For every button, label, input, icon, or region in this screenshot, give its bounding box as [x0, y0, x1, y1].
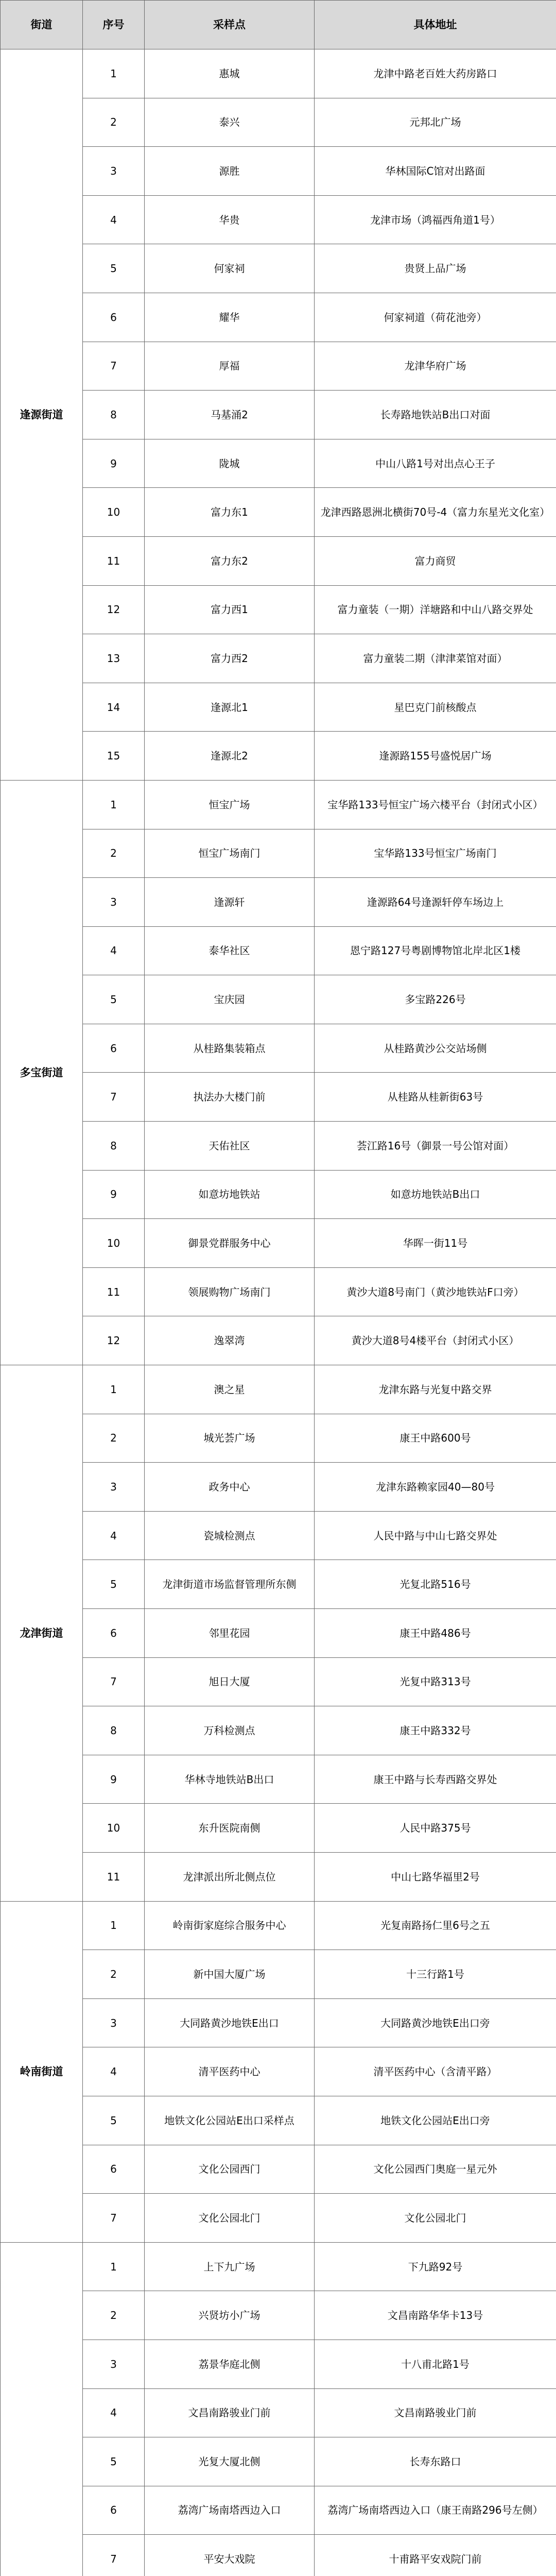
row-number-cell: 2	[83, 98, 145, 147]
table-body	[1, 49, 556, 2576]
site-cell: 惠城	[145, 49, 315, 98]
site-cell: 城光荟广场	[145, 1414, 315, 1463]
address-cell: 十三行路1号	[315, 1950, 556, 1999]
row-number-cell: 10	[83, 1804, 145, 1853]
address-cell: 逢源路155号盛悦居广场	[315, 732, 556, 781]
site-cell: 逢源北2	[145, 732, 315, 781]
site-cell: 东升医院南侧	[145, 1804, 315, 1853]
site-cell: 华林寺地铁站B出口	[145, 1755, 315, 1804]
table-row	[1, 1463, 556, 1512]
table-row	[1, 147, 556, 196]
row-number-cell: 2	[83, 1950, 145, 1999]
row-number-cell: 9	[83, 1170, 145, 1219]
table-row	[1, 1560, 556, 1609]
header-row	[1, 1, 556, 49]
address-cell: 龙津市场（鸿福西角道1号）	[315, 195, 556, 244]
table-row	[1, 1950, 556, 1999]
row-number-cell: 3	[83, 2340, 145, 2388]
street-cell: 多宝街道	[1, 780, 83, 1365]
row-number-cell: 5	[83, 244, 145, 293]
address-cell: 元邦北广场	[315, 98, 556, 147]
site-cell: 大同路黄沙地铁E出口	[145, 1998, 315, 2047]
table-row	[1, 49, 556, 98]
table-row	[1, 293, 556, 342]
site-cell: 何家祠	[145, 244, 315, 293]
address-cell: 十八甫北路1号	[315, 2340, 556, 2388]
row-number-cell: 3	[83, 147, 145, 196]
address-cell: 龙津东路赖家园40—80号	[315, 1463, 556, 1512]
site-cell: 逸翠湾	[145, 1316, 315, 1365]
row-number-cell: 8	[83, 391, 145, 439]
address-cell: 光复中路313号	[315, 1657, 556, 1706]
table-row	[1, 98, 556, 147]
table-row	[1, 2388, 556, 2437]
row-number-cell: 3	[83, 1463, 145, 1512]
table-row	[1, 1316, 556, 1365]
site-cell: 宝庆园	[145, 975, 315, 1024]
row-number-cell: 7	[83, 2194, 145, 2243]
row-number-cell: 4	[83, 2388, 145, 2437]
table-row	[1, 195, 556, 244]
row-number-cell: 7	[83, 342, 145, 391]
address-cell: 龙津东路与光复中路交界	[315, 1365, 556, 1414]
table-row	[1, 829, 556, 878]
site-cell: 上下九广场	[145, 2242, 315, 2291]
address-cell: 文化公园北门	[315, 2194, 556, 2243]
row-number-cell: 6	[83, 1609, 145, 1658]
address-cell: 中山八路1号对出点心王子	[315, 439, 556, 488]
site-cell: 从桂路集装箱点	[145, 1024, 315, 1073]
site-cell: 陇城	[145, 439, 315, 488]
table-row	[1, 1998, 556, 2047]
table-row	[1, 488, 556, 537]
row-number-cell: 12	[83, 1316, 145, 1365]
table-row	[1, 585, 556, 634]
site-cell: 源胜	[145, 147, 315, 196]
site-cell: 逢源北1	[145, 683, 315, 732]
address-cell: 人民中路与中山七路交界处	[315, 1511, 556, 1560]
row-number-cell: 2	[83, 2291, 145, 2340]
site-cell: 文化公园西门	[145, 2145, 315, 2194]
table-row	[1, 1219, 556, 1268]
table-row	[1, 2486, 556, 2535]
site-cell: 荔景华庭北侧	[145, 2340, 315, 2388]
row-number-cell: 3	[83, 1998, 145, 2047]
address-cell: 文昌南路骏业门前	[315, 2388, 556, 2437]
row-number-cell: 1	[83, 49, 145, 98]
address-cell: 龙津西路恩洲北横街70号-4（富力东星光文化室）	[315, 488, 556, 537]
address-cell: 荔湾广场南塔西边入口（康王南路296号左侧）	[315, 2486, 556, 2535]
row-number-cell: 7	[83, 1657, 145, 1706]
site-cell: 富力东1	[145, 488, 315, 537]
row-number-cell: 7	[83, 1073, 145, 1122]
site-cell: 领展购物广场南门	[145, 1267, 315, 1316]
table-row	[1, 634, 556, 683]
table-row	[1, 1365, 556, 1414]
table-row	[1, 1414, 556, 1463]
address-cell: 龙津中路老百姓大药房路口	[315, 49, 556, 98]
row-number-cell: 1	[83, 1365, 145, 1414]
table-row	[1, 2340, 556, 2388]
table-row	[1, 975, 556, 1024]
header-site: 采样点	[145, 1, 315, 49]
address-cell: 康王中路与长寿西路交界处	[315, 1755, 556, 1804]
site-cell: 马基涌2	[145, 391, 315, 439]
address-cell: 黄沙大道8号4楼平台（封闭式小区）	[315, 1316, 556, 1365]
address-cell: 富力童装（一期）洋塘路和中山八路交界处	[315, 585, 556, 634]
site-cell: 恒宝广场	[145, 780, 315, 829]
row-number-cell: 6	[83, 1024, 145, 1073]
header-street: 街道	[1, 1, 83, 49]
site-cell: 富力西2	[145, 634, 315, 683]
address-cell: 华林国际C馆对出路面	[315, 147, 556, 196]
address-cell: 贵贤上品广场	[315, 244, 556, 293]
row-number-cell: 4	[83, 1511, 145, 1560]
table-row	[1, 244, 556, 293]
address-cell: 黄沙大道8号南门（黄沙地铁站F口旁）	[315, 1267, 556, 1316]
street-cell	[1, 2242, 83, 2576]
address-cell: 十甫路平安戏院门前	[315, 2535, 556, 2576]
table-row	[1, 1901, 556, 1950]
table-row	[1, 1073, 556, 1122]
address-cell: 光复北路516号	[315, 1560, 556, 1609]
site-cell: 文昌南路骏业门前	[145, 2388, 315, 2437]
address-cell: 多宝路226号	[315, 975, 556, 1024]
address-cell: 如意坊地铁站B出口	[315, 1170, 556, 1219]
site-cell: 邻里花园	[145, 1609, 315, 1658]
site-cell: 新中国大厦广场	[145, 1950, 315, 1999]
header-address: 具体地址	[315, 1, 556, 49]
table-row	[1, 1852, 556, 1901]
address-cell: 逢源路64号逢源轩停车场边上	[315, 878, 556, 927]
table-row	[1, 2096, 556, 2145]
address-cell: 地铁文化公园站E出口旁	[315, 2096, 556, 2145]
site-cell: 岭南街家庭综合服务中心	[145, 1901, 315, 1950]
address-cell: 清平医药中心（含清平路）	[315, 2047, 556, 2096]
address-cell: 富力商贸	[315, 536, 556, 585]
address-cell: 宝华路133号恒宝广场南门	[315, 829, 556, 878]
table-row	[1, 1267, 556, 1316]
table-row	[1, 878, 556, 927]
row-number-cell: 1	[83, 1901, 145, 1950]
address-cell: 荟江路16号（御景一号公馆对面）	[315, 1122, 556, 1171]
table-row	[1, 2291, 556, 2340]
row-number-cell: 2	[83, 1414, 145, 1463]
table-row	[1, 1122, 556, 1171]
row-number-cell: 8	[83, 1122, 145, 1171]
site-cell: 光复大厦北侧	[145, 2437, 315, 2486]
table-row	[1, 536, 556, 585]
site-cell: 兴贤坊小广场	[145, 2291, 315, 2340]
row-number-cell: 11	[83, 536, 145, 585]
row-number-cell: 5	[83, 2437, 145, 2486]
site-cell: 瓷城检测点	[145, 1511, 315, 1560]
table-header	[1, 1, 556, 49]
row-number-cell: 7	[83, 2535, 145, 2576]
row-number-cell: 4	[83, 2047, 145, 2096]
address-cell: 长寿路地铁站B出口对面	[315, 391, 556, 439]
address-cell: 康王中路332号	[315, 1706, 556, 1755]
row-number-cell: 8	[83, 1706, 145, 1755]
site-cell: 龙津街道市场监督管理所东侧	[145, 1560, 315, 1609]
site-cell: 华贵	[145, 195, 315, 244]
row-number-cell: 6	[83, 293, 145, 342]
row-number-cell: 11	[83, 1267, 145, 1316]
row-number-cell: 5	[83, 2096, 145, 2145]
row-number-cell: 15	[83, 732, 145, 781]
table-row	[1, 1511, 556, 1560]
site-cell: 澳之星	[145, 1365, 315, 1414]
address-cell: 文化公园西门奥庭一星元外	[315, 2145, 556, 2194]
row-number-cell: 3	[83, 878, 145, 927]
site-cell: 耀华	[145, 293, 315, 342]
address-cell: 从桂路黄沙公交站场侧	[315, 1024, 556, 1073]
address-cell: 何家祠道（荷花池旁）	[315, 293, 556, 342]
site-cell: 执法办大楼门前	[145, 1073, 315, 1122]
table-row	[1, 1170, 556, 1219]
site-cell: 龙津派出所北侧点位	[145, 1852, 315, 1901]
row-number-cell: 10	[83, 488, 145, 537]
row-number-cell: 11	[83, 1852, 145, 1901]
header-no: 序号	[83, 1, 145, 49]
address-cell: 康王中路600号	[315, 1414, 556, 1463]
site-cell: 荔湾广场南塔西边入口	[145, 2486, 315, 2535]
address-cell: 宝华路133号恒宝广场六楼平台（封闭式小区）	[315, 780, 556, 829]
table-row	[1, 2145, 556, 2194]
site-cell: 旭日大厦	[145, 1657, 315, 1706]
table-row	[1, 2437, 556, 2486]
site-cell: 如意坊地铁站	[145, 1170, 315, 1219]
address-cell: 富力童装二期（津津菜馆对面）	[315, 634, 556, 683]
row-number-cell: 4	[83, 926, 145, 975]
site-cell: 地铁文化公园站E出口采样点	[145, 2096, 315, 2145]
address-cell: 光复南路扬仁里6号之五	[315, 1901, 556, 1950]
row-number-cell: 1	[83, 780, 145, 829]
table-row	[1, 2242, 556, 2291]
address-cell: 中山七路华福里2号	[315, 1852, 556, 1901]
row-number-cell: 5	[83, 975, 145, 1024]
table-row	[1, 1755, 556, 1804]
site-cell: 恒宝广场南门	[145, 829, 315, 878]
address-cell: 下九路92号	[315, 2242, 556, 2291]
address-cell: 文昌南路华华卡13号	[315, 2291, 556, 2340]
table-row	[1, 1804, 556, 1853]
address-cell: 龙津华府广场	[315, 342, 556, 391]
table-row	[1, 780, 556, 829]
address-cell: 星巴克门前核酸点	[315, 683, 556, 732]
street-cell: 岭南街道	[1, 1901, 83, 2242]
site-cell: 政务中心	[145, 1463, 315, 1512]
table-row	[1, 732, 556, 781]
table-row	[1, 1609, 556, 1658]
address-cell: 华晖一街11号	[315, 1219, 556, 1268]
table-row	[1, 391, 556, 439]
address-cell: 从桂路从桂新街63号	[315, 1073, 556, 1122]
address-cell: 康王中路486号	[315, 1609, 556, 1658]
row-number-cell: 13	[83, 634, 145, 683]
table-row	[1, 342, 556, 391]
row-number-cell: 1	[83, 2242, 145, 2291]
site-cell: 天佑社区	[145, 1122, 315, 1171]
table-row	[1, 1024, 556, 1073]
table-row	[1, 1706, 556, 1755]
street-cell: 龙津街道	[1, 1365, 83, 1902]
address-cell: 长寿东路口	[315, 2437, 556, 2486]
table-row	[1, 926, 556, 975]
row-number-cell: 9	[83, 1755, 145, 1804]
site-cell: 平安大戏院	[145, 2535, 315, 2576]
site-cell: 清平医药中心	[145, 2047, 315, 2096]
site-cell: 泰华社区	[145, 926, 315, 975]
table-row	[1, 683, 556, 732]
row-number-cell: 10	[83, 1219, 145, 1268]
site-cell: 文化公园北门	[145, 2194, 315, 2243]
site-cell: 逢源轩	[145, 878, 315, 927]
table-row	[1, 2535, 556, 2576]
site-cell: 万科检测点	[145, 1706, 315, 1755]
site-cell: 御景党群服务中心	[145, 1219, 315, 1268]
row-number-cell: 14	[83, 683, 145, 732]
site-cell: 厚福	[145, 342, 315, 391]
row-number-cell: 9	[83, 439, 145, 488]
site-cell: 富力西1	[145, 585, 315, 634]
row-number-cell: 5	[83, 1560, 145, 1609]
table-row	[1, 439, 556, 488]
address-cell: 恩宁路127号粤剧博物馆北岸北区1楼	[315, 926, 556, 975]
row-number-cell: 4	[83, 195, 145, 244]
table-row	[1, 1657, 556, 1706]
site-cell: 泰兴	[145, 98, 315, 147]
site-cell: 富力东2	[145, 536, 315, 585]
address-cell: 人民中路375号	[315, 1804, 556, 1853]
table-row	[1, 2047, 556, 2096]
row-number-cell: 6	[83, 2486, 145, 2535]
address-cell: 大同路黄沙地铁E出口旁	[315, 1998, 556, 2047]
row-number-cell: 6	[83, 2145, 145, 2194]
row-number-cell: 2	[83, 829, 145, 878]
row-number-cell: 12	[83, 585, 145, 634]
table-row	[1, 2194, 556, 2243]
street-cell: 逢源街道	[1, 49, 83, 781]
